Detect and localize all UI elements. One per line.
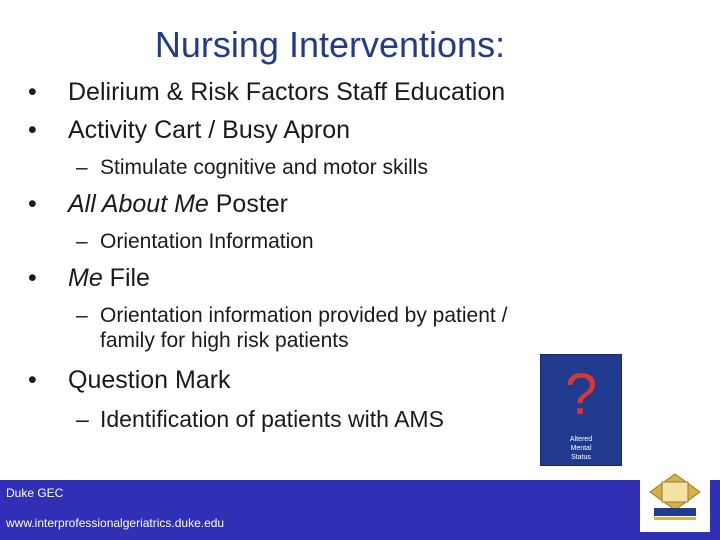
- question-mark-icon: ?: [564, 362, 598, 427]
- bullet-3-sub-text: Orientation Information: [100, 230, 314, 253]
- question-label-line1: Altered: [569, 436, 593, 443]
- bullet-4: [28, 264, 150, 293]
- question-label-line3: Status: [571, 454, 591, 461]
- bullet-5-sub: [76, 407, 444, 432]
- bullet-4-text: File: [102, 264, 150, 292]
- sub-dash: –: [76, 406, 89, 432]
- duke-gec-logo-icon: [640, 470, 710, 532]
- question-mark-label: [541, 435, 621, 462]
- bullet-2-sub: [76, 155, 428, 180]
- bullet-dot: •: [28, 264, 37, 292]
- bullet-dot: •: [28, 78, 37, 106]
- bullet-2-text: Activity Cart / Busy Apron: [68, 116, 351, 144]
- footer-bar: [0, 480, 720, 540]
- bullet-dot: •: [28, 366, 37, 394]
- bullet-dot: •: [28, 190, 37, 218]
- bullet-4-italic: Me: [68, 264, 103, 292]
- bullet-1: [28, 78, 505, 107]
- bullet-5-text: Question Mark: [68, 366, 231, 394]
- question-label-line2: Mental: [570, 445, 592, 452]
- sub-dash: –: [76, 156, 88, 179]
- sub-dash: –: [76, 230, 88, 253]
- bullet-3-italic: All About Me: [68, 190, 209, 218]
- footer-org: Duke GEC: [6, 486, 64, 500]
- footer-url[interactable]: www.interprofessionalgeriatrics.duke.edu: [6, 516, 225, 530]
- bullet-4-sub-line1: Orientation information provided by patient /: [100, 304, 508, 327]
- bullet-3-text: Poster: [208, 190, 289, 218]
- bullet-5: [28, 366, 231, 395]
- bullet-5-sub-text: Identification of patients with AMS: [100, 406, 444, 432]
- bullet-4-sub: [76, 303, 507, 353]
- sub-dash: –: [76, 304, 88, 327]
- bullet-3-sub: [76, 229, 314, 254]
- bullet-4-sub-line2: family for high risk patients: [100, 329, 349, 352]
- bullet-dot: •: [28, 116, 37, 144]
- question-mark-image: [540, 354, 622, 466]
- slide-title: Nursing Interventions:: [154, 24, 506, 65]
- bullet-1-text: Delirium & Risk Factors Staff Education: [68, 78, 506, 106]
- bullet-2-sub-text: Stimulate cognitive and motor skills: [100, 156, 428, 179]
- bullet-2: [28, 116, 350, 145]
- bullet-3: [28, 190, 288, 219]
